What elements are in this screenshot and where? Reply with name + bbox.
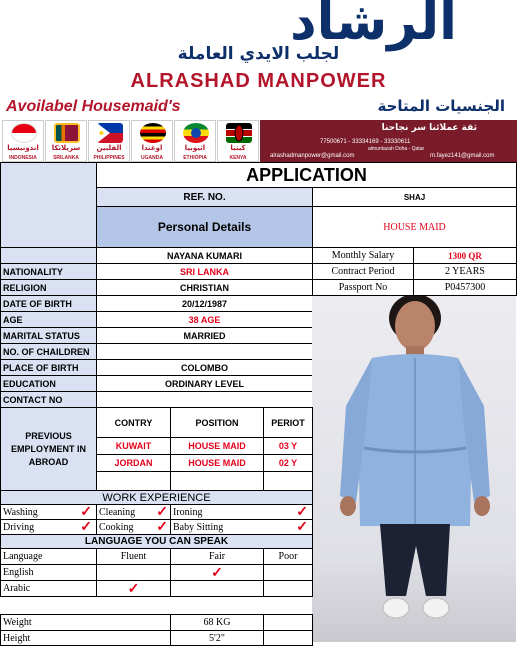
flag-tile-indonesia — [2, 120, 44, 162]
candidate-name: NAYANA KUMARI — [96, 247, 313, 264]
checkmark-icon: ✓ — [296, 504, 308, 520]
weight-empty-cell — [263, 614, 313, 631]
language-header-poor: Poor — [263, 548, 313, 565]
skill-ironing — [170, 504, 313, 520]
children-value — [96, 343, 313, 360]
phone-numbers: 77500671 - 33334169 - 33330611 — [320, 139, 411, 145]
language-header-fluent: Fluent — [96, 548, 171, 565]
flag-label-en: SRILANKA — [53, 155, 79, 161]
age-label: AGE — [0, 311, 97, 328]
candidate-photo — [312, 296, 516, 642]
religion-value: CHRISTIAN — [96, 279, 313, 296]
contact-no-label: CONTACT NO — [0, 391, 97, 408]
language-english: English — [0, 564, 97, 581]
email-secondary: m.fayez141@gmail.com — [430, 153, 495, 159]
contract-value: 2 YEARS — [413, 263, 517, 280]
children-label: NO. OF CHAILDREN — [0, 343, 97, 360]
arabic-logo — [0, 0, 517, 62]
employment-header-country: CONTRY — [96, 407, 171, 438]
english-poor-cell — [263, 564, 313, 581]
arabic-fair-cell — [170, 580, 264, 597]
left-filler — [0, 162, 97, 248]
flag-label-ar: الفلبين — [96, 144, 122, 152]
education-value: ORDINARY LEVEL — [96, 375, 313, 392]
contact-banner — [260, 120, 517, 162]
employment-row-1-period: 03 Y — [263, 437, 313, 455]
housemaid-banner — [0, 98, 517, 118]
language-arabic: Arabic — [0, 580, 97, 597]
employment-row-2-position: HOUSE MAID — [170, 454, 264, 472]
flag-tile-srilanka — [45, 120, 87, 162]
uganda-flag-icon — [140, 123, 166, 143]
housemaid-label-en: Avoilabel Housemaid's — [6, 98, 181, 115]
arabic-poor-cell — [263, 580, 313, 597]
flag-tile-kenya — [217, 120, 259, 162]
contact-no-value — [96, 391, 313, 408]
ref-no-value: SHAJ — [312, 187, 517, 207]
brand-name: ALRASHAD MANPOWER — [130, 70, 387, 92]
nationality-value: SRI LANKA — [96, 263, 313, 280]
dob-value: 20/12/1987 — [96, 295, 313, 312]
english-fluent-cell — [96, 564, 171, 581]
flag-label-en: UGANDA — [141, 155, 163, 161]
flag-label-ar: اثيوبيا — [184, 144, 206, 152]
position-applied: HOUSE MAID — [312, 206, 517, 248]
skill-driving — [0, 519, 97, 535]
nationality-label: NATIONALITY — [0, 263, 97, 280]
sri-lanka-flag-icon — [54, 123, 80, 143]
employment-row-1-position: HOUSE MAID — [170, 437, 264, 455]
name-left-filler — [0, 247, 97, 264]
english-fair-cell — [170, 564, 264, 581]
flag-label-en: ETHIOPIA — [183, 155, 207, 161]
marital-status-value: MARRIED — [96, 327, 313, 344]
flag-label-ar: كينيا — [230, 144, 246, 152]
employment-header-period: PERIOT — [263, 407, 313, 438]
philippines-flag-icon — [97, 123, 123, 143]
education-label: EDUCATION — [0, 375, 97, 392]
employment-header-position: POSITION — [170, 407, 264, 438]
height-empty-cell — [263, 630, 313, 646]
place-of-birth-label: PLACE OF BIRTH — [0, 359, 97, 376]
skill-baby-sitting — [170, 519, 313, 535]
dob-label: DATE OF BIRTH — [0, 295, 97, 312]
skill-cleaning — [96, 504, 171, 520]
skill-label: Cleaning — [99, 506, 136, 518]
skill-label: Baby Sitting — [173, 521, 224, 533]
flag-tile-ethiopia — [174, 120, 216, 162]
checkmark-icon: ✓ — [156, 504, 168, 520]
language-header-language: Language — [0, 548, 97, 565]
nationality-flags — [2, 120, 260, 162]
spacer-row — [0, 596, 313, 615]
skill-cooking — [96, 519, 171, 535]
checkmark-icon: ✓ — [80, 504, 92, 520]
work-experience-heading: WORK EXPERIENCE — [0, 490, 313, 505]
checkmark-icon: ✓ — [296, 519, 308, 535]
ref-no-label: REF. NO. — [96, 187, 313, 207]
checkmark-icon: ✓ — [211, 564, 223, 580]
skill-label: Cooking — [99, 521, 134, 533]
arabic-fluent-cell — [96, 580, 171, 597]
flag-label-ar: سريلانكا — [51, 144, 81, 152]
flag-label-ar: اندونيسيا — [7, 144, 39, 152]
language-heading: LANGUAGE YOU CAN SPEAK — [0, 534, 313, 549]
salary-label: Monthly Salary — [312, 247, 414, 264]
employment-empty-row — [170, 471, 264, 491]
weight-value: 68 KG — [170, 614, 264, 631]
religion-label: RELIGION — [0, 279, 97, 296]
skill-label: Washing — [3, 506, 38, 518]
office-location: almuntazah Doha - Qatar — [368, 146, 425, 152]
skill-label: Driving — [3, 521, 35, 533]
previous-employment-label: PREVIOUS EMPLOYMENT IN ABROAD — [0, 407, 97, 491]
email-primary: alrashadmanpower@gmail.com — [270, 153, 355, 159]
kenya-flag-icon — [226, 123, 252, 143]
flag-tile-philippines — [88, 120, 130, 162]
employment-row-2-country: JORDAN — [96, 454, 171, 472]
employment-row-2-period: 02 Y — [263, 454, 313, 472]
arabic-brand-name: الرشاد — [289, 0, 457, 52]
contract-label: Contract Period — [312, 263, 414, 280]
arabic-brand-subtitle: لجلب الايدي العاملة — [177, 44, 340, 64]
ethiopia-flag-icon — [183, 123, 209, 143]
height-label: Height — [0, 630, 171, 646]
slogan-ar: ثقة عملائنا سر نجاحنا — [381, 123, 477, 133]
checkmark-icon: ✓ — [156, 519, 168, 535]
height-value: 5'2" — [170, 630, 264, 646]
flag-label-en: INDONESIA — [9, 155, 37, 161]
person-photo-icon — [312, 296, 516, 642]
checkmark-icon: ✓ — [80, 519, 92, 535]
language-header-fair: Fair — [170, 548, 264, 565]
age-value: 38 AGE — [96, 311, 313, 328]
flag-label-ar: اوغندا — [141, 144, 163, 152]
marital-status-label: MARITAL STATUS — [0, 327, 97, 344]
application-title: APPLICATION — [96, 162, 517, 188]
employment-empty-row — [263, 471, 313, 491]
salary-value: 1300 QR — [413, 247, 517, 264]
flag-label-en: PHILIPPINES — [93, 155, 125, 161]
employment-empty-row — [96, 471, 171, 491]
employment-row-1-country: KUWAIT — [96, 437, 171, 455]
housemaid-label-ar: الجنسيات المتاحة — [377, 97, 505, 115]
place-of-birth-value: COLOMBO — [96, 359, 313, 376]
checkmark-icon: ✓ — [127, 580, 140, 596]
weight-label: Weight — [0, 614, 171, 631]
passport-value: P0457300 — [413, 279, 517, 296]
passport-label: Passport No — [312, 279, 414, 296]
flag-tile-uganda — [131, 120, 173, 162]
indonesia-flag-icon — [11, 123, 37, 143]
skill-washing — [0, 504, 97, 520]
personal-details-heading: Personal Details — [96, 206, 313, 248]
flag-label-en: KENYA — [229, 155, 247, 161]
skill-label: Ironing — [173, 506, 203, 518]
